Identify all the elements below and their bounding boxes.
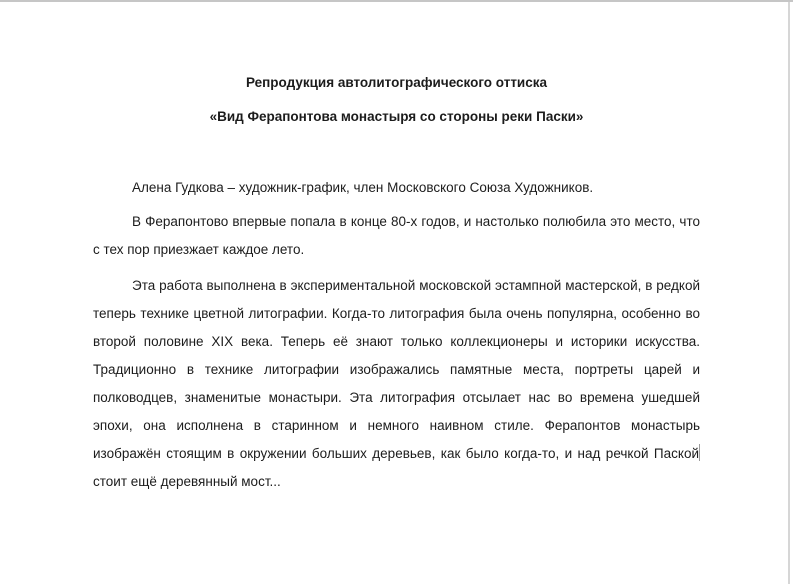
document-title-line2[interactable]: «Вид Ферапонтова монастыря со стороны реки Паски» [209, 109, 584, 124]
paragraph-author[interactable]: Алена Гудкова – художник-график, член Московского Союза Художников. [132, 180, 594, 195]
paragraph-lithography-after-caret[interactable]: стоит ещё деревянный мост... [93, 474, 281, 489]
paragraph-lithography[interactable] [93, 272, 700, 496]
text-caret [699, 444, 700, 461]
paragraph-ferapontovo[interactable]: В Ферапонтово впервые попала в конце 80-х годов, и настолько полюбила это место, что с тех пор приезжает каждое лето. [93, 214, 700, 257]
paragraph-lithography-before-caret[interactable]: Эта работа выполнена в экспериментальной московской эстампной мастерской, в редкой теперь технике цветной литографии. Когда-то литография была очень популярна, особенно во второй половине XIX века. Теперь её знают только коллекционеры и историки искусства. Традиционно в технике литографии изображались памятные места, портреты царей и полководцев, знаменитые монастыри. Эта литография отсылает нас во времена ушедшей эпохи, она исполнена в старинном и немного наивном стиле. Ферапонтов монастырь изображён стоящим в окружении больших деревьев, как было когда-то, и над речкой Паской [93, 278, 700, 461]
document-title-line1[interactable]: Репродукция автолитографического оттиска [245, 75, 548, 90]
